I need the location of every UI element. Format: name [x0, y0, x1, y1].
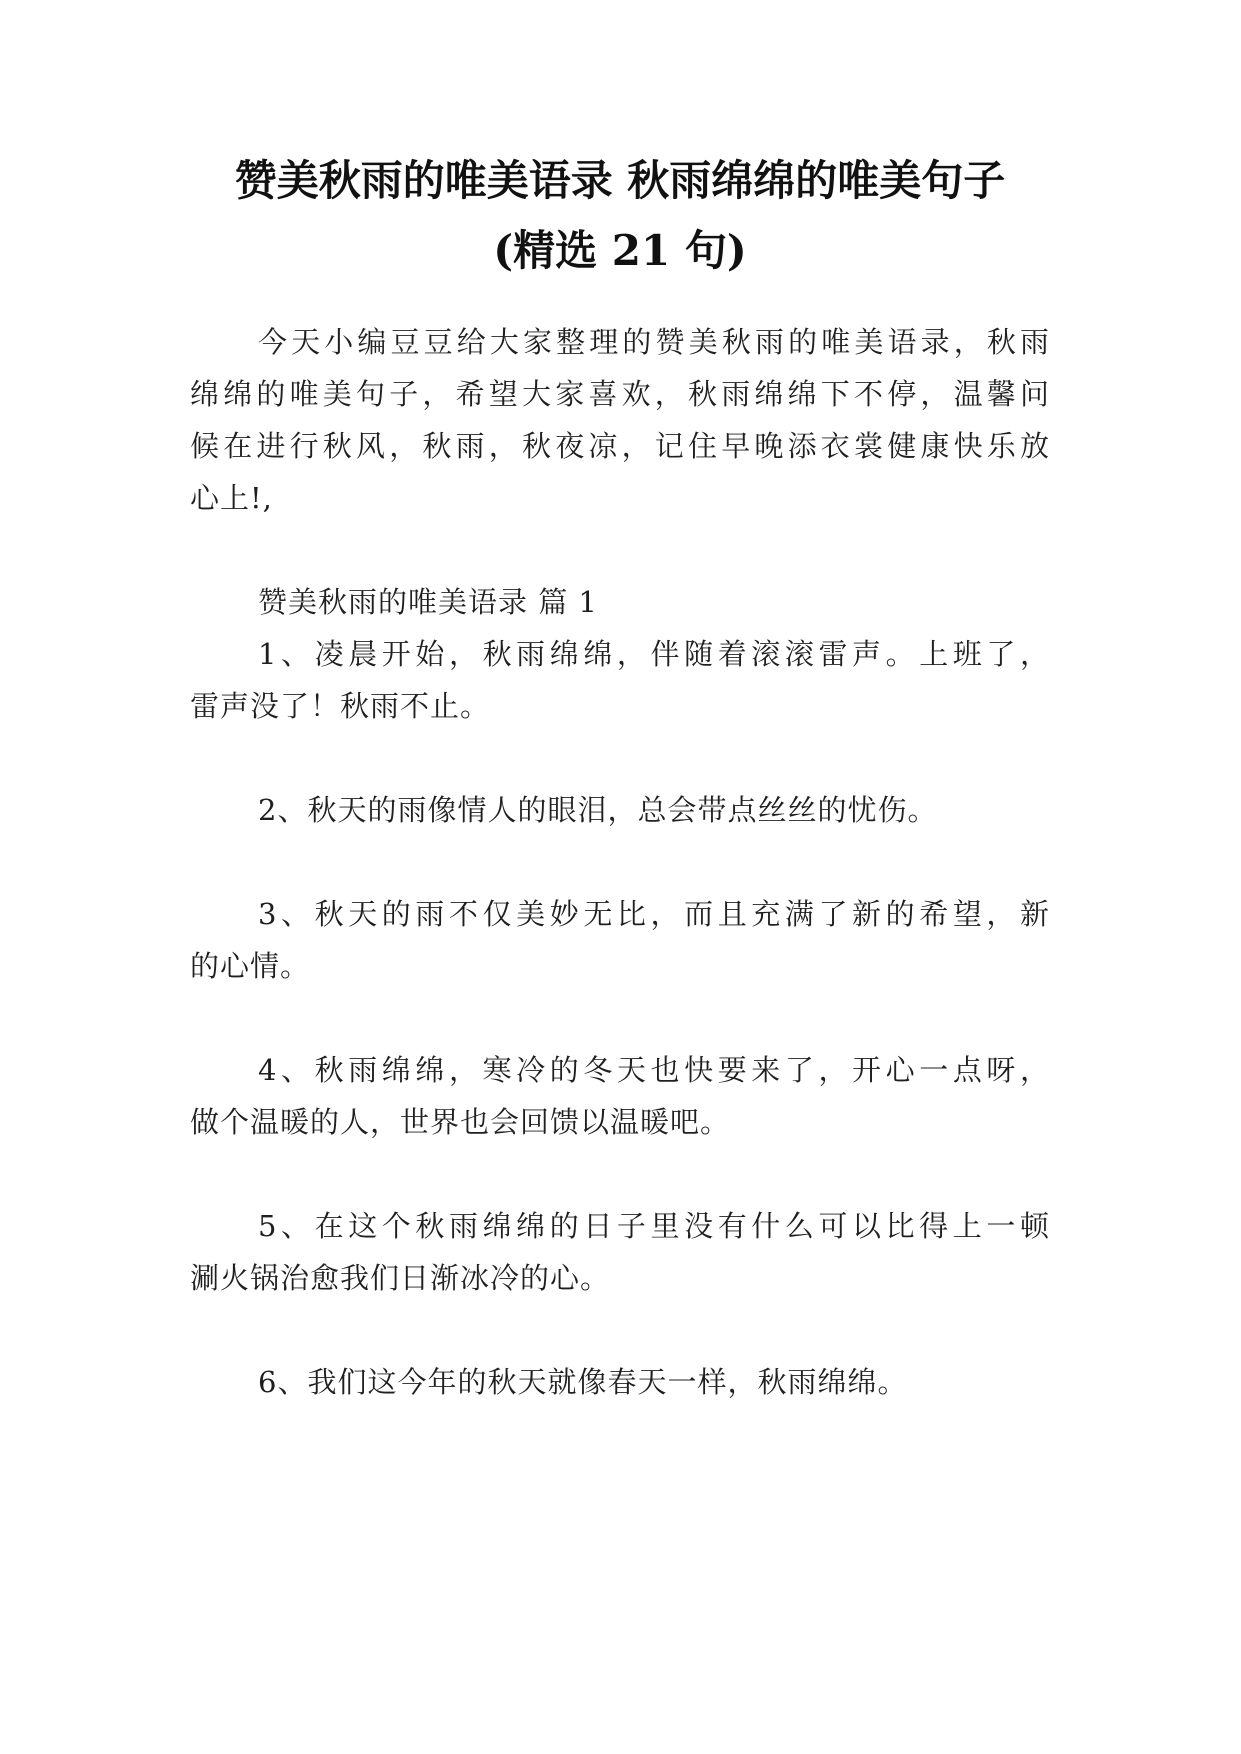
- list-item-line: 1、凌晨开始，秋雨绵绵，伴随着滚滚雷声。上班了，: [258, 637, 1050, 671]
- document-title-line-1: 赞美秋雨的唯美语录 秋雨绵绵的唯美句子: [234, 156, 1006, 205]
- list-item-line: 的心情。: [190, 949, 311, 983]
- list-item-line: 2、秋天的雨像情人的眼泪，总会带点丝丝的忧伤。: [258, 793, 938, 827]
- intro-line: 绵绵的唯美句子，希望大家喜欢，秋雨绵绵下不停，温馨问: [190, 377, 1050, 411]
- document-title-line-2: (精选 21 句): [493, 226, 747, 275]
- intro-line: 今天小编豆豆给大家整理的赞美秋雨的唯美语录，秋雨: [258, 325, 1050, 359]
- list-item-line: 雷声没了！秋雨不止。: [190, 689, 491, 723]
- list-item-line: 6、我们这今年的秋天就像春天一样，秋雨绵绵。: [258, 1365, 908, 1399]
- intro-line: 心上!,: [190, 481, 273, 515]
- list-item-line: 3、秋天的雨不仅美妙无比，而且充满了新的希望，新: [258, 897, 1050, 931]
- list-item-line: 涮火锅治愈我们日渐冰冷的心。: [190, 1261, 611, 1295]
- list-item-line: 做个温暖的人，世界也会回馈以温暖吧。: [190, 1105, 731, 1139]
- list-item-line: 4、秋雨绵绵，寒冷的冬天也快要来了，开心一点呀，: [258, 1053, 1050, 1087]
- section-heading: 赞美秋雨的唯美语录 篇 1: [258, 585, 598, 619]
- list-item-line: 5、在这个秋雨绵绵的日子里没有什么可以比得上一顿: [258, 1209, 1050, 1243]
- intro-line: 候在进行秋风，秋雨，秋夜凉，记住早晚添衣裳健康快乐放: [190, 429, 1050, 463]
